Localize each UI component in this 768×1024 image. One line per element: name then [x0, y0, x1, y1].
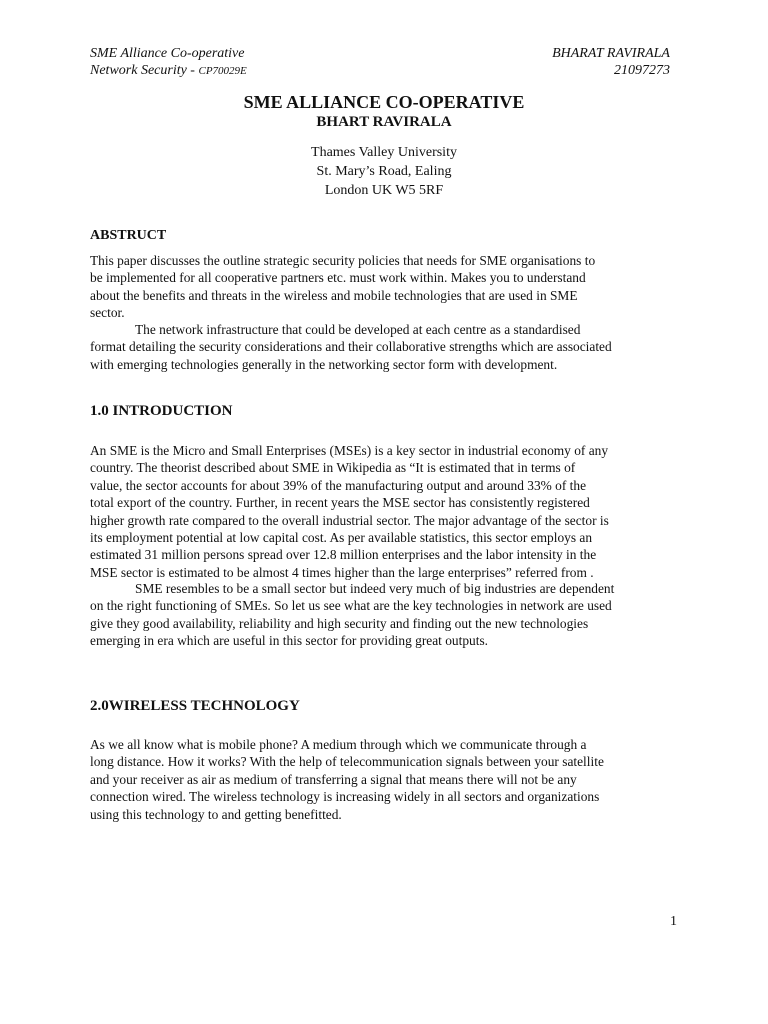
- text-line: format detailing the security considerations and their collaborative strengths which are associated: [90, 339, 612, 355]
- text-line: and your receiver as air as medium of transferring a signal that means there will not be any: [90, 771, 577, 787]
- text-line: sector.: [90, 305, 125, 321]
- header-module-code: CP70029E: [198, 65, 247, 77]
- introduction-paragraph-1: [90, 442, 690, 581]
- text-line: be implemented for all cooperative partners etc. must work within. Makes you to understand: [90, 270, 586, 286]
- text-line: higher growth rate compared to the overall industrial sector. The major advantage of the sector is: [90, 512, 609, 528]
- address-line: St. Mary’s Road, Ealing: [316, 164, 452, 179]
- text-line: total export of the country. Further, in recent years the MSE sector has consistently registered: [90, 495, 590, 511]
- text-line: with emerging technologies generally in the networking sector form with development.: [90, 356, 558, 372]
- header-author-name: BHARAT RAVIRALA: [552, 46, 670, 61]
- address-line: London UK W5 5RF: [324, 183, 444, 198]
- text-line: estimated 31 million persons spread over 12.8 million enterprises and the labor intensity in the: [90, 547, 597, 563]
- document-title: SME ALLIANCE CO-OPERATIVE: [243, 92, 525, 112]
- header-student-id: 21097273: [614, 63, 670, 78]
- document-author: BHART RAVIRALA: [316, 114, 452, 130]
- text-line: The network infrastructure that could be developed at each centre as a standardised: [135, 322, 581, 337]
- text-line: give they good availability, reliability and high security and finding out the new technologies: [90, 615, 589, 631]
- text-line: connection wired. The wireless technology is increasing widely in all sectors and organizations: [90, 789, 600, 805]
- page-number: 1: [670, 914, 677, 929]
- running-header-left: [90, 45, 247, 80]
- abstract-paragraph-2: [90, 321, 690, 373]
- text-line: An SME is the Micro and Small Enterprises (MSEs) is a key sector in industrial economy of any: [90, 443, 609, 458]
- text-line: MSE sector is estimated to be almost 4 times higher than the large enterprises” referred from .: [90, 564, 594, 580]
- running-header-right: [552, 45, 670, 79]
- text-line: long distance. How it works? With the help of telecommunication signals between your satellite: [90, 754, 604, 770]
- header-course-name: SME Alliance Co-operative: [90, 46, 245, 61]
- text-line: country. The theorist described about SME in Wikipedia as “It is estimated that in terms of: [90, 460, 576, 476]
- wireless-heading: 2.0WIRELESS TECHNOLOGY: [90, 698, 300, 714]
- text-line: on the right functioning of SMEs. So let us see what are the key technologies in network are used: [90, 598, 612, 614]
- text-line: about the benefits and threats in the wireless and mobile technologies that are used in SME: [90, 287, 578, 303]
- abstract-paragraph-1: [90, 252, 690, 322]
- text-line: SME resembles to be a small sector but indeed very much of big industries are dependent: [135, 581, 615, 596]
- introduction-paragraph-2: [90, 580, 690, 650]
- text-line: value, the sector accounts for about 39% of the manufacturing output and around 33% of the: [90, 477, 587, 493]
- text-line: its employment potential at low capital cost. As per available statistics, this sector employs an: [90, 529, 593, 545]
- wireless-paragraph-1: [90, 736, 690, 823]
- header-module-name: Network Security -: [90, 63, 199, 78]
- text-line: As we all know what is mobile phone? A medium through which we communicate through a: [90, 737, 587, 752]
- text-line: This paper discusses the outline strategic security policies that needs for SME organisations to: [90, 253, 596, 268]
- text-line: emerging in era which are useful in this sector for providing great outputs.: [90, 633, 489, 649]
- text-line: using this technology to and getting benefitted.: [90, 806, 342, 822]
- abstract-heading: ABSTRUCT: [90, 228, 167, 243]
- header-module-line: [90, 62, 247, 80]
- introduction-heading: 1.0 INTRODUCTION: [90, 403, 233, 419]
- address-line: Thames Valley University: [311, 145, 457, 160]
- author-address: [0, 143, 768, 200]
